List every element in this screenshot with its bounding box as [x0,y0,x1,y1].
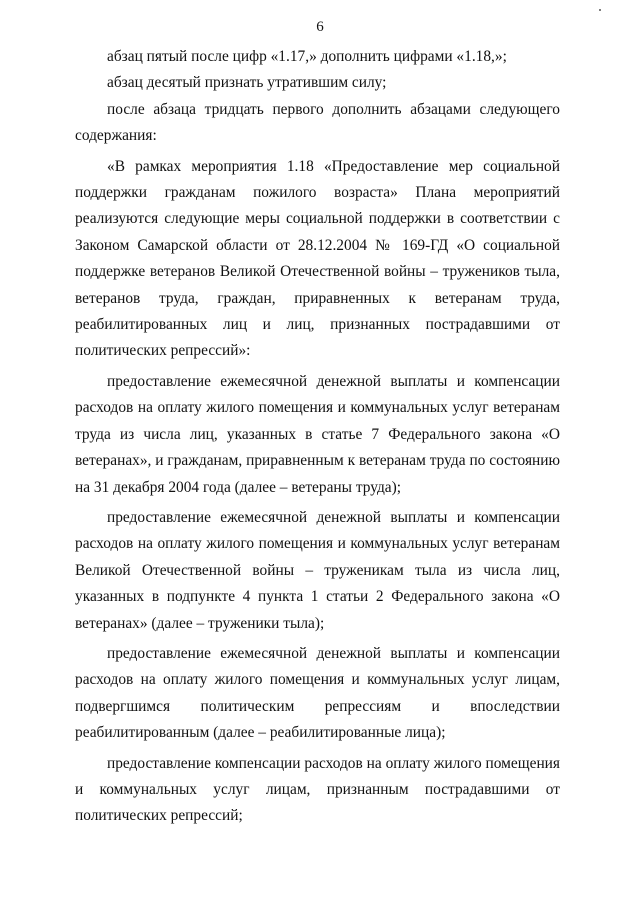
paragraph-6: предоставление ежемесячной денежной выплаты и компенсации расходов на оплату жилого помещения и коммунальных услуг ветеранам Великой Отечественной войны – труженикам тыла из числа лиц, указанных в подпункте 4 пункта 1 статьи 2 Федерального закона «О ветеранах» (далее – труженики тыла); [75,508,560,632]
scan-speck [599,9,601,11]
page-number: 6 [316,19,324,35]
paragraph-2: абзац десятый признать утратившим силу; [107,74,387,92]
paragraph-8: предоставление компенсации расходов на оплату жилого помещения и коммунальных услуг лицам, признанным пострадавшими от политических репрессий; [75,754,560,825]
paragraph-1: абзац пятый после цифр «1.17,» дополнить цифрами «1.18,»; [107,48,507,65]
paragraph-5: предоставление ежемесячной денежной выплаты и компенсации расходов на оплату жилого помещения и коммунальных услуг ветеранам труда из числа лиц, указанных в статье 7 Федерального закона «О ветеранах», и гражданам, приравненным к ветеранам труда по состоянию на 31 декабря 2004 года (далее – ветераны труда); [75,372,560,496]
paragraph-3: после абзаца тридцать первого дополнить абзацами следующего содержания: [75,100,560,145]
document-body [75,44,560,830]
paragraph-4: «В рамках мероприятия 1.18 «Предоставление мер социальной поддержки гражданам пожилого возраста» Плана мероприятий реализуются следующие меры социальной поддержки в соответствии с Законом Самарской области от 28.12.2004 № 169-ГД «О социальной поддержке ветеранов Великой Отечественной войны – тружеников тыла, ветеранов труда, граждан, приравненных к ветеранам труда, реабилитированных лиц и лиц, признанных пострадавшими от политических репрессий»: [75,157,560,360]
paragraph-7: предоставление ежемесячной денежной выплаты и компенсации расходов на оплату жилого помещения и коммунальных услуг лицам, подвергшимся политическим репрессиям и впоследствии реабилитированным (далее – реабилитированные лица); [75,644,560,742]
